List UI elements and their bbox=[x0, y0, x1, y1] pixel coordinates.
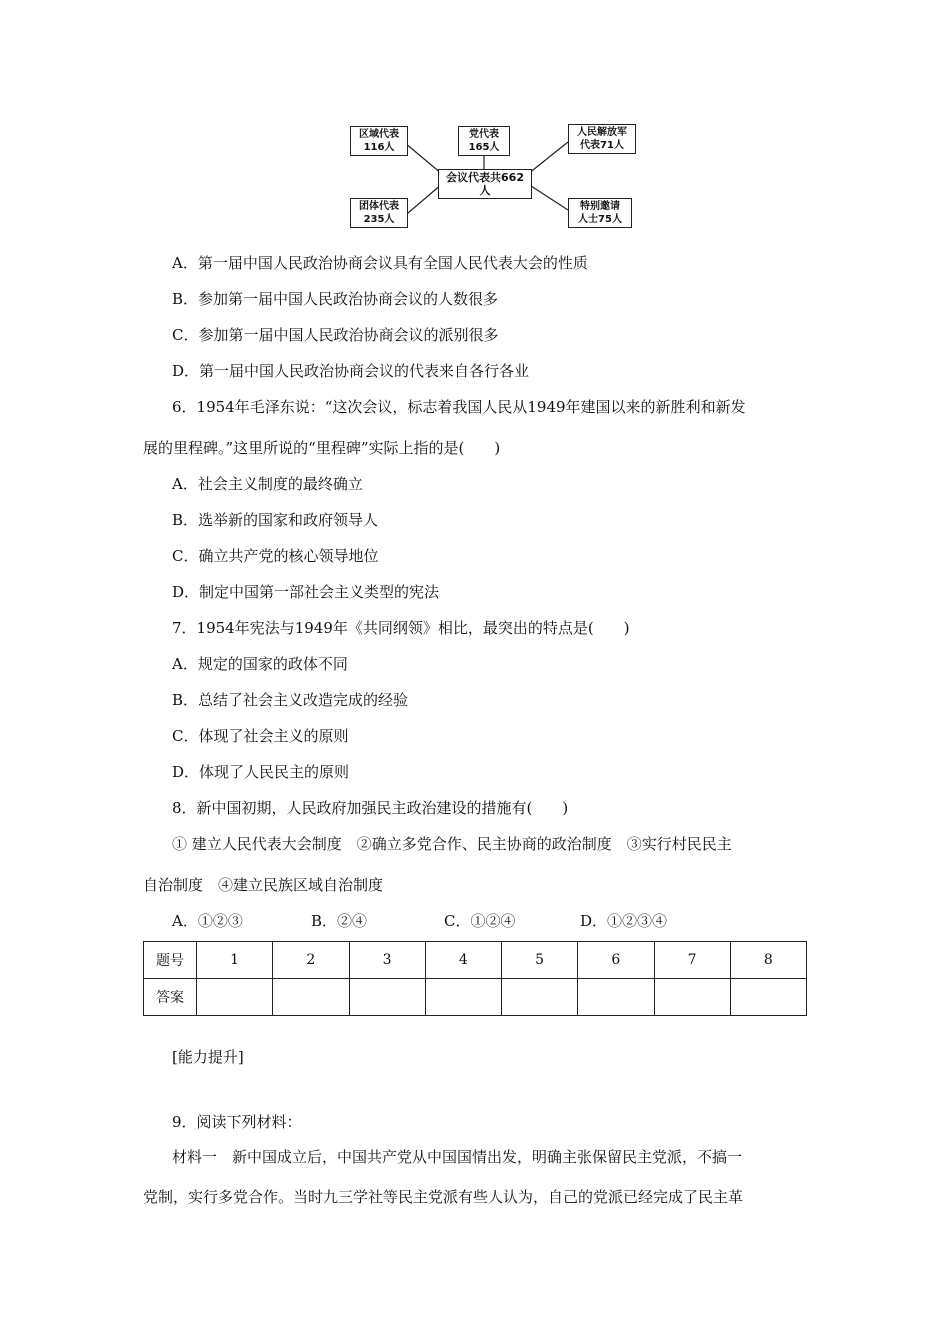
q8-items-cont: 自治制度 ④建立民族区域自治制度 bbox=[143, 876, 384, 894]
answer-cell bbox=[502, 979, 578, 1016]
q8-option-a: A．①②③ bbox=[172, 912, 243, 930]
answer-table bbox=[143, 941, 807, 1016]
q8-option-d: D．①②③④ bbox=[580, 912, 668, 930]
q8-option-b: B．②④ bbox=[311, 912, 368, 930]
q7-option-d: D．体现了人民民主的原则 bbox=[172, 763, 350, 781]
q8-items: ① 建立人民代表大会制度 ②确立多党合作、民主协商的政治制度 ③实行村民民主 bbox=[172, 835, 732, 853]
q8-option-c: C．①②④ bbox=[444, 912, 516, 930]
answer-cell bbox=[578, 979, 654, 1016]
q5-option-a: A．第一届中国人民政治协商会议具有全国人民代表大会的性质 bbox=[172, 254, 588, 272]
table-cell: 3 bbox=[349, 942, 425, 979]
table-header-cell: 答案 bbox=[144, 979, 197, 1016]
q6-stem-cont: 展的里程碑。”这里所说的“里程碑”实际上指的是( ) bbox=[143, 439, 501, 457]
q5-option-c: C．参加第一届中国人民政治协商会议的派别很多 bbox=[172, 326, 499, 344]
box-line: 人民解放军 bbox=[577, 127, 627, 138]
box-line: 人士75人 bbox=[578, 214, 622, 225]
table-cell: 7 bbox=[654, 942, 730, 979]
q7-option-c: C．体现了社会主义的原则 bbox=[172, 727, 349, 745]
answer-cell bbox=[273, 979, 349, 1016]
answer-cell bbox=[197, 979, 273, 1016]
q9-stem: 9．阅读下列材料： bbox=[172, 1113, 302, 1131]
box-pla bbox=[568, 124, 636, 154]
box-special bbox=[568, 198, 632, 228]
q6-option-d: D．制定中国第一部社会主义类型的宪法 bbox=[172, 583, 440, 601]
table-cell: 1 bbox=[197, 942, 273, 979]
table-cell: 8 bbox=[730, 942, 806, 979]
q6-option-c: C．确立共产党的核心领导地位 bbox=[172, 547, 379, 565]
q6-option-a: A．社会主义制度的最终确立 bbox=[172, 475, 363, 493]
box-line: 特别邀请 bbox=[580, 201, 620, 212]
q7-option-a: A．规定的国家的政体不同 bbox=[172, 655, 348, 673]
answer-cell bbox=[654, 979, 730, 1016]
box-line: 党代表 bbox=[469, 129, 499, 140]
table-header-cell: 题号 bbox=[144, 942, 197, 979]
section-title: [能力提升] bbox=[172, 1048, 244, 1066]
q9-material-cont: 党制，实行多党合作。当时九三学社等民主党派有些人认为，自己的党派已经完成了民主革 bbox=[143, 1188, 744, 1206]
q5-option-d: D．第一届中国人民政治协商会议的代表来自各行各业 bbox=[172, 362, 530, 380]
q5-option-b: B．参加第一届中国人民政治协商会议的人数很多 bbox=[172, 290, 499, 308]
box-groups bbox=[350, 198, 408, 228]
table-row bbox=[144, 942, 807, 979]
box-line: 116人 bbox=[363, 142, 395, 153]
q9-material: 材料一 新中国成立后，中国共产党从中国国情出发，明确主张保留民主党派，不搞一 bbox=[172, 1148, 743, 1166]
answer-cell bbox=[425, 979, 501, 1016]
box-line: 团体代表 bbox=[359, 201, 399, 212]
q6-stem: 6．1954年毛泽东说：“这次会议，标志着我国人民从1949年建国以来的新胜利和新发 bbox=[172, 398, 746, 416]
table-cell: 4 bbox=[425, 942, 501, 979]
box-line: 会议代表共662人 bbox=[446, 171, 524, 197]
q6-option-b: B．选举新的国家和政府领导人 bbox=[172, 511, 379, 529]
q8-stem: 8．新中国初期，人民政府加强民主政治建设的措施有( ) bbox=[172, 799, 569, 817]
box-line: 235人 bbox=[363, 214, 395, 225]
table-cell: 5 bbox=[502, 942, 578, 979]
box-line: 代表71人 bbox=[580, 140, 624, 151]
answer-cell bbox=[349, 979, 425, 1016]
box-center bbox=[438, 169, 532, 199]
box-party bbox=[458, 126, 510, 156]
answer-cell bbox=[730, 979, 806, 1016]
box-regional bbox=[350, 126, 408, 156]
delegates-diagram bbox=[330, 118, 640, 238]
table-row bbox=[144, 979, 807, 1016]
q7-option-b: B．总结了社会主义改造完成的经验 bbox=[172, 691, 409, 709]
table-cell: 2 bbox=[273, 942, 349, 979]
box-line: 165人 bbox=[468, 142, 500, 153]
box-line: 区域代表 bbox=[359, 129, 399, 140]
table-cell: 6 bbox=[578, 942, 654, 979]
q7-stem: 7．1954年宪法与1949年《共同纲领》相比，最突出的特点是( ) bbox=[172, 619, 630, 637]
